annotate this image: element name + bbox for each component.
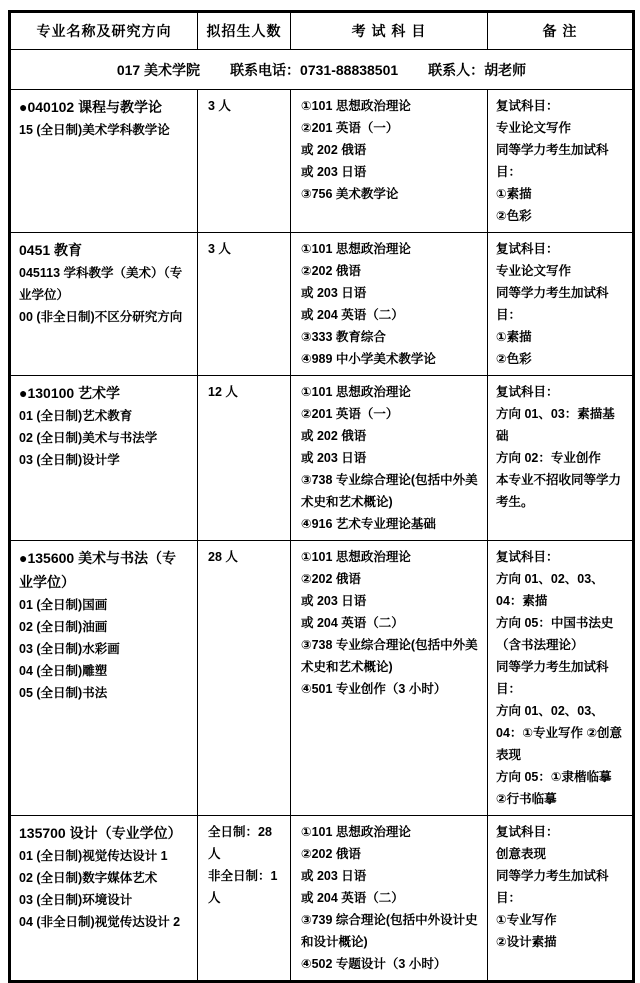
subject-line: ①101 思想政治理论 [301,99,411,113]
quota-line: 12 人 [208,385,238,399]
subjects-cell [291,376,488,541]
remark-line: 方向 01、02、03、04：①专业写作 ②创意表现 [496,704,623,762]
major-line: 02 (全日制)数字媒体艺术 [19,871,158,885]
major-line: 05 (全日制)书法 [19,686,108,700]
subject-line: ②201 英语（一） [301,121,399,135]
subject-line: ②202 俄语 [301,572,361,586]
remark-line: 复试科目： [496,825,559,839]
major-line: 03 (全日制)环境设计 [19,893,133,907]
major-line: ●135600 美术与书法（专业学位） [19,550,177,590]
quota-line: 全日制：28 人 [208,825,272,861]
remarks-cell [488,90,634,233]
subjects-cell [291,541,488,816]
subject-line: ③756 美术教学论 [301,187,399,201]
table-row [10,233,634,376]
remark-line: ②设计素描 [496,935,557,949]
table-row [10,541,634,816]
remark-line: 方向 02：专业创作 [496,451,601,465]
remark-line: 同等学力考生加试科目： [496,660,609,696]
quota-line: 28 人 [208,550,238,564]
major-cell [10,233,198,376]
subject-line: 或 203 日语 [301,594,367,608]
remark-line: 同等学力考生加试科目： [496,286,609,322]
major-line: 00 (非全日制)不区分研究方向 [19,310,183,324]
remark-line: 复试科目： [496,550,559,564]
column-header-subjects: 考 试 科 目 [291,12,488,50]
remark-line: 同等学力考生加试科目： [496,143,609,179]
remark-line: 专业论文写作 [496,121,572,135]
remark-line: 方向 05：中国书法史（含书法理论） [496,616,614,652]
table-header-row [10,12,634,50]
subject-line: ③738 专业综合理论(包括中外美术史和艺术概论) [301,473,478,509]
quota-line: 非全日制：1 人 [208,869,278,905]
subject-line: 或 203 日语 [301,165,367,179]
remark-line: ①素描 [496,330,532,344]
subject-line: ②201 英语（一） [301,407,399,421]
subject-line: ②202 俄语 [301,264,361,278]
subject-line: 或 203 日语 [301,451,367,465]
subject-line: ③738 专业综合理论(包括中外美术史和艺术概论) [301,638,478,674]
remark-line: 方向 05：①隶楷临摹 ②行书临摹 [496,770,612,806]
remark-line: 方向 01、03：素描基础 [496,407,615,443]
subject-line: ③739 综合理论(包括中外设计史和设计概论) [301,913,478,949]
remark-line: ②色彩 [496,352,532,366]
major-line: ●040102 课程与教学论 [19,99,163,115]
column-header-quota: 拟招生人数 [198,12,291,50]
subject-line: 或 204 英语（二） [301,308,404,322]
department-info-row [10,50,634,90]
subject-line: ④916 艺术专业理论基础 [301,517,436,531]
major-cell [10,376,198,541]
department-phone: 联系电话：0731-88838501 [230,61,399,78]
subject-line: 或 204 英语（二） [301,616,404,630]
major-line: 02 (全日制)油画 [19,620,108,634]
remarks-cell [488,816,634,982]
table-row [10,816,634,982]
subject-line: 或 202 俄语 [301,143,367,157]
remarks-cell [488,233,634,376]
quota-cell [198,233,291,376]
remark-line: ①专业写作 [496,913,557,927]
subjects-cell [291,90,488,233]
subject-line: 或 202 俄语 [301,429,367,443]
quota-line: 3 人 [208,242,231,256]
column-header-major: 专业名称及研究方向 [10,12,198,50]
remarks-cell [488,376,634,541]
subject-line: ①101 思想政治理论 [301,825,411,839]
subjects-cell [291,233,488,376]
major-cell [10,90,198,233]
subject-line: 或 204 英语（二） [301,891,404,905]
major-cell [10,816,198,982]
subject-line: ③333 教育综合 [301,330,386,344]
subject-line: 或 203 日语 [301,869,367,883]
subject-line: ①101 思想政治理论 [301,385,411,399]
remark-line: 方向 01、02、03、04：素描 [496,572,604,608]
remark-line: 复试科目： [496,99,559,113]
major-line: 01 (全日制)视觉传达设计 1 [19,849,168,863]
major-line: 02 (全日制)美术与书法学 [19,431,158,445]
major-line: 135700 设计（专业学位） [19,825,182,841]
major-line: 03 (全日制)设计学 [19,453,120,467]
column-header-remarks: 备 注 [488,12,634,50]
major-line: 04 (全日制)雕塑 [19,664,108,678]
subject-line: ①101 思想政治理论 [301,242,411,256]
quota-cell [198,816,291,982]
remark-line: 创意表现 [496,847,547,861]
subject-line: ④501 专业创作（3 小时） [301,682,447,696]
department-contact: 联系人：胡老师 [428,61,527,78]
major-line: 01 (全日制)艺术教育 [19,409,133,423]
subjects-cell [291,816,488,982]
remark-line: 本专业不招收同等学力考生。 [496,473,622,509]
major-line: ●130100 艺术学 [19,385,121,401]
remarks-cell [488,541,634,816]
subject-line: ④502 专题设计（3 小时） [301,957,447,971]
department-info-line [17,59,626,81]
major-line: 15 (全日制)美术学科教学论 [19,123,170,137]
major-line: 04 (非全日制)视觉传达设计 2 [19,915,181,929]
remark-line: ②色彩 [496,209,532,223]
quota-line: 3 人 [208,99,231,113]
exam-subjects-table [8,10,635,983]
table-row [10,90,634,233]
quota-cell [198,376,291,541]
table-row [10,376,634,541]
subject-line: ④989 中小学美术教学论 [301,352,436,366]
subject-line: 或 203 日语 [301,286,367,300]
department-name: 017 美术学院 [116,61,201,78]
major-line: 03 (全日制)水彩画 [19,642,120,656]
subject-line: ①101 思想政治理论 [301,550,411,564]
major-line: 01 (全日制)国画 [19,598,108,612]
major-cell [10,541,198,816]
remark-line: 同等学力考生加试科目： [496,869,609,905]
remark-line: 复试科目： [496,385,559,399]
document-sheet [8,10,632,983]
remark-line: 专业论文写作 [496,264,572,278]
quota-cell [198,541,291,816]
department-info-cell [10,50,634,90]
quota-cell [198,90,291,233]
subject-line: ②202 俄语 [301,847,361,861]
major-line: 0451 教育 [19,242,83,258]
major-line: 045113 学科教学（美术）（专业学位） [19,266,183,302]
remark-line: ①素描 [496,187,532,201]
remark-line: 复试科目： [496,242,559,256]
